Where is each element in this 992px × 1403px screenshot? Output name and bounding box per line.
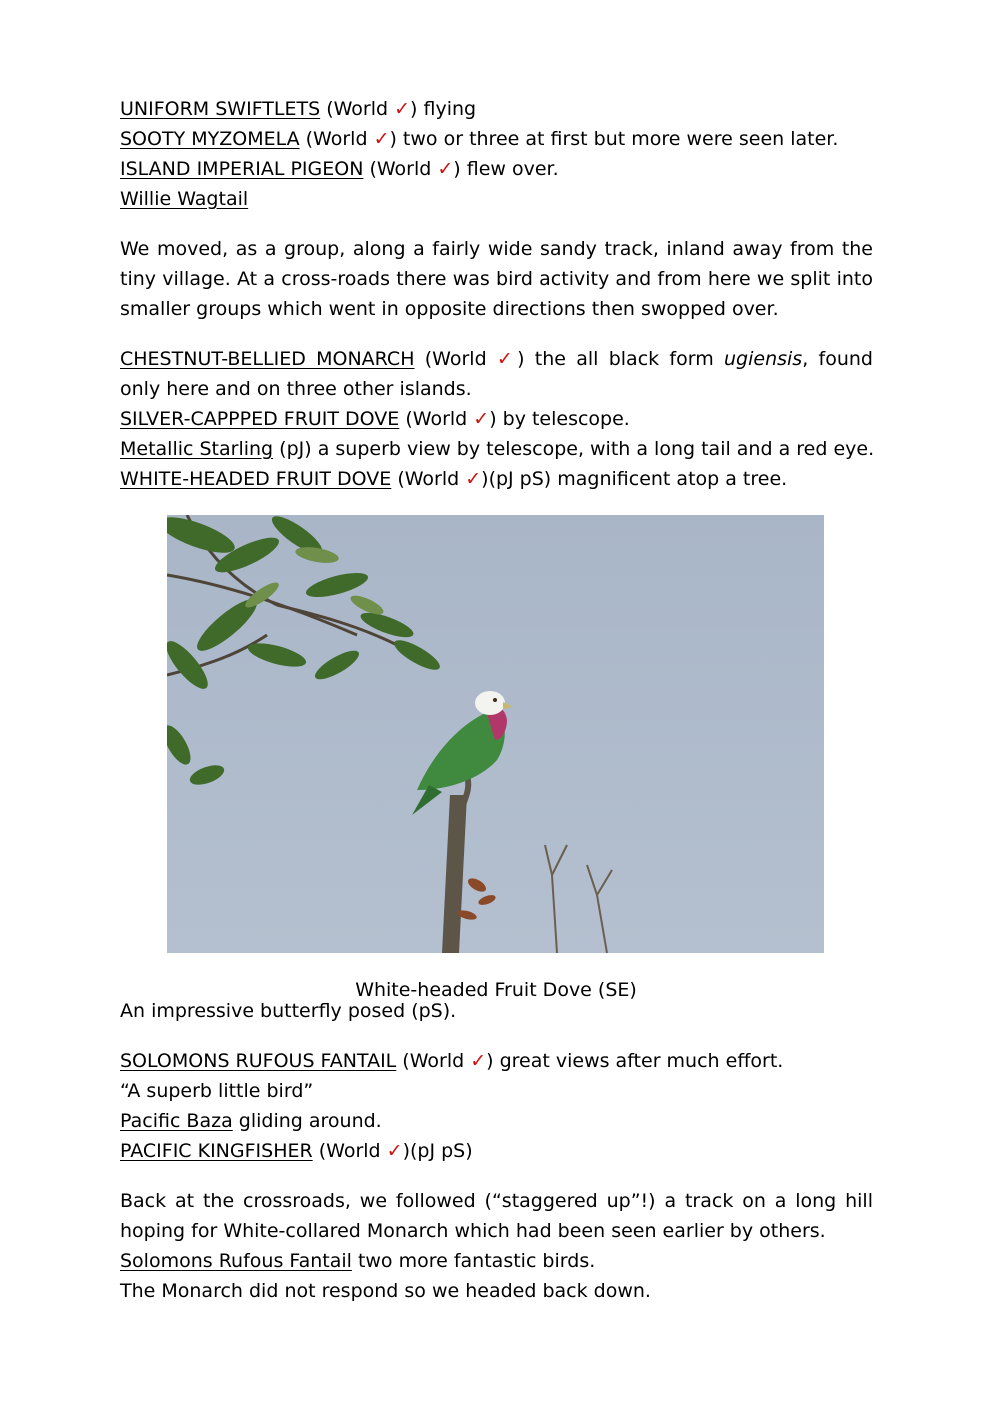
final-note: The Monarch did not respond so we headed back down.	[120, 1280, 651, 1302]
species-name: WHITE-HEADED FRUIT DOVE	[120, 468, 392, 490]
sighting-solomons-rufous-fantail: SOLOMONS RUFOUS FANTAIL (World ✓) great views after much effort.	[120, 1050, 784, 1072]
species-name: SOLOMONS RUFOUS FANTAIL	[120, 1050, 397, 1072]
check-icon: ✓	[386, 1140, 403, 1162]
species-name: CHESTNUT-BELLIED MONARCH	[120, 348, 415, 370]
species-name: Willie Wagtail	[120, 188, 249, 210]
species-name: SOOTY MYZOMELA	[120, 128, 300, 150]
species-name: Solomons Rufous Fantail	[120, 1250, 352, 1272]
paragraph-crossroads: Back at the crossroads, we followed (“staggered up”!) a track on a long hill hoping for White-collared Monarch which had been seen earlier by others.	[120, 1190, 873, 1242]
quote: “A superb little bird”	[120, 1080, 314, 1102]
species-name: SILVER-CAPPPED FRUIT DOVE	[120, 408, 400, 430]
sighting-silver-capped-fruit-dove: SILVER-CAPPPED FRUIT DOVE (World ✓) by telescope.	[120, 408, 630, 430]
sighting-pacific-kingfisher: PACIFIC KINGFISHER (World ✓)(pJ pS)	[120, 1140, 473, 1162]
report-page-bottom	[120, 996, 873, 1306]
check-icon: ✓	[394, 98, 411, 120]
species-name: UNIFORM SWIFTLETS	[120, 98, 321, 120]
species-name: Pacific Baza	[120, 1110, 233, 1132]
sighting-white-headed-fruit-dove: WHITE-HEADED FRUIT DOVE (World ✓)(pJ pS) magnificent atop a tree.	[120, 468, 788, 490]
check-icon: ✓	[373, 128, 390, 150]
species-name: PACIFIC KINGFISHER	[120, 1140, 313, 1162]
sighting-solomons-rufous-fantail-2: Solomons Rufous Fantail two more fantastic birds.	[120, 1250, 596, 1272]
sighting-island-imperial-pigeon: ISLAND IMPERIAL PIGEON (World ✓) flew over.	[120, 158, 559, 180]
species-name: ISLAND IMPERIAL PIGEON	[120, 158, 364, 180]
sighting-chestnut-bellied-monarch: CHESTNUT-BELLIED MONARCH (World ✓) the all black form ugiensis, found only here and on three other islands.	[120, 348, 873, 400]
sighting-willie-wagtail	[120, 184, 873, 214]
dove-photo	[167, 515, 824, 953]
check-icon: ✓	[437, 158, 454, 180]
species-name: Metallic Starling	[120, 438, 274, 460]
sighting-sooty-myzomela: SOOTY MYZOMELA (World ✓) two or three at first but more were seen later.	[120, 128, 839, 150]
sighting-metallic-starling: Metallic Starling (pJ) a superb view by telescope, with a long tail and a red eye.	[120, 438, 875, 460]
check-icon: ✓	[496, 348, 518, 370]
photo-caption: White-headed Fruit Dove (SE)	[355, 979, 637, 1001]
sighting-uniform-swiftlets: UNIFORM SWIFTLETS (World ✓) flying	[120, 98, 477, 120]
check-icon: ✓	[473, 408, 490, 430]
butterfly-note: An impressive butterfly posed (pS).	[120, 1000, 457, 1022]
check-icon: ✓	[470, 1050, 487, 1072]
report-page-top	[120, 94, 873, 494]
subspecies-name: ugiensis	[724, 348, 803, 370]
sighting-pacific-baza: Pacific Baza gliding around.	[120, 1110, 382, 1132]
paragraph-track: We moved, as a group, along a fairly wide sandy track, inland away from the tiny village. At a cross-roads there was bird activity and from here we split into smaller groups which went in opposite directions then swopped over.	[120, 238, 873, 320]
check-icon: ✓	[465, 468, 482, 490]
